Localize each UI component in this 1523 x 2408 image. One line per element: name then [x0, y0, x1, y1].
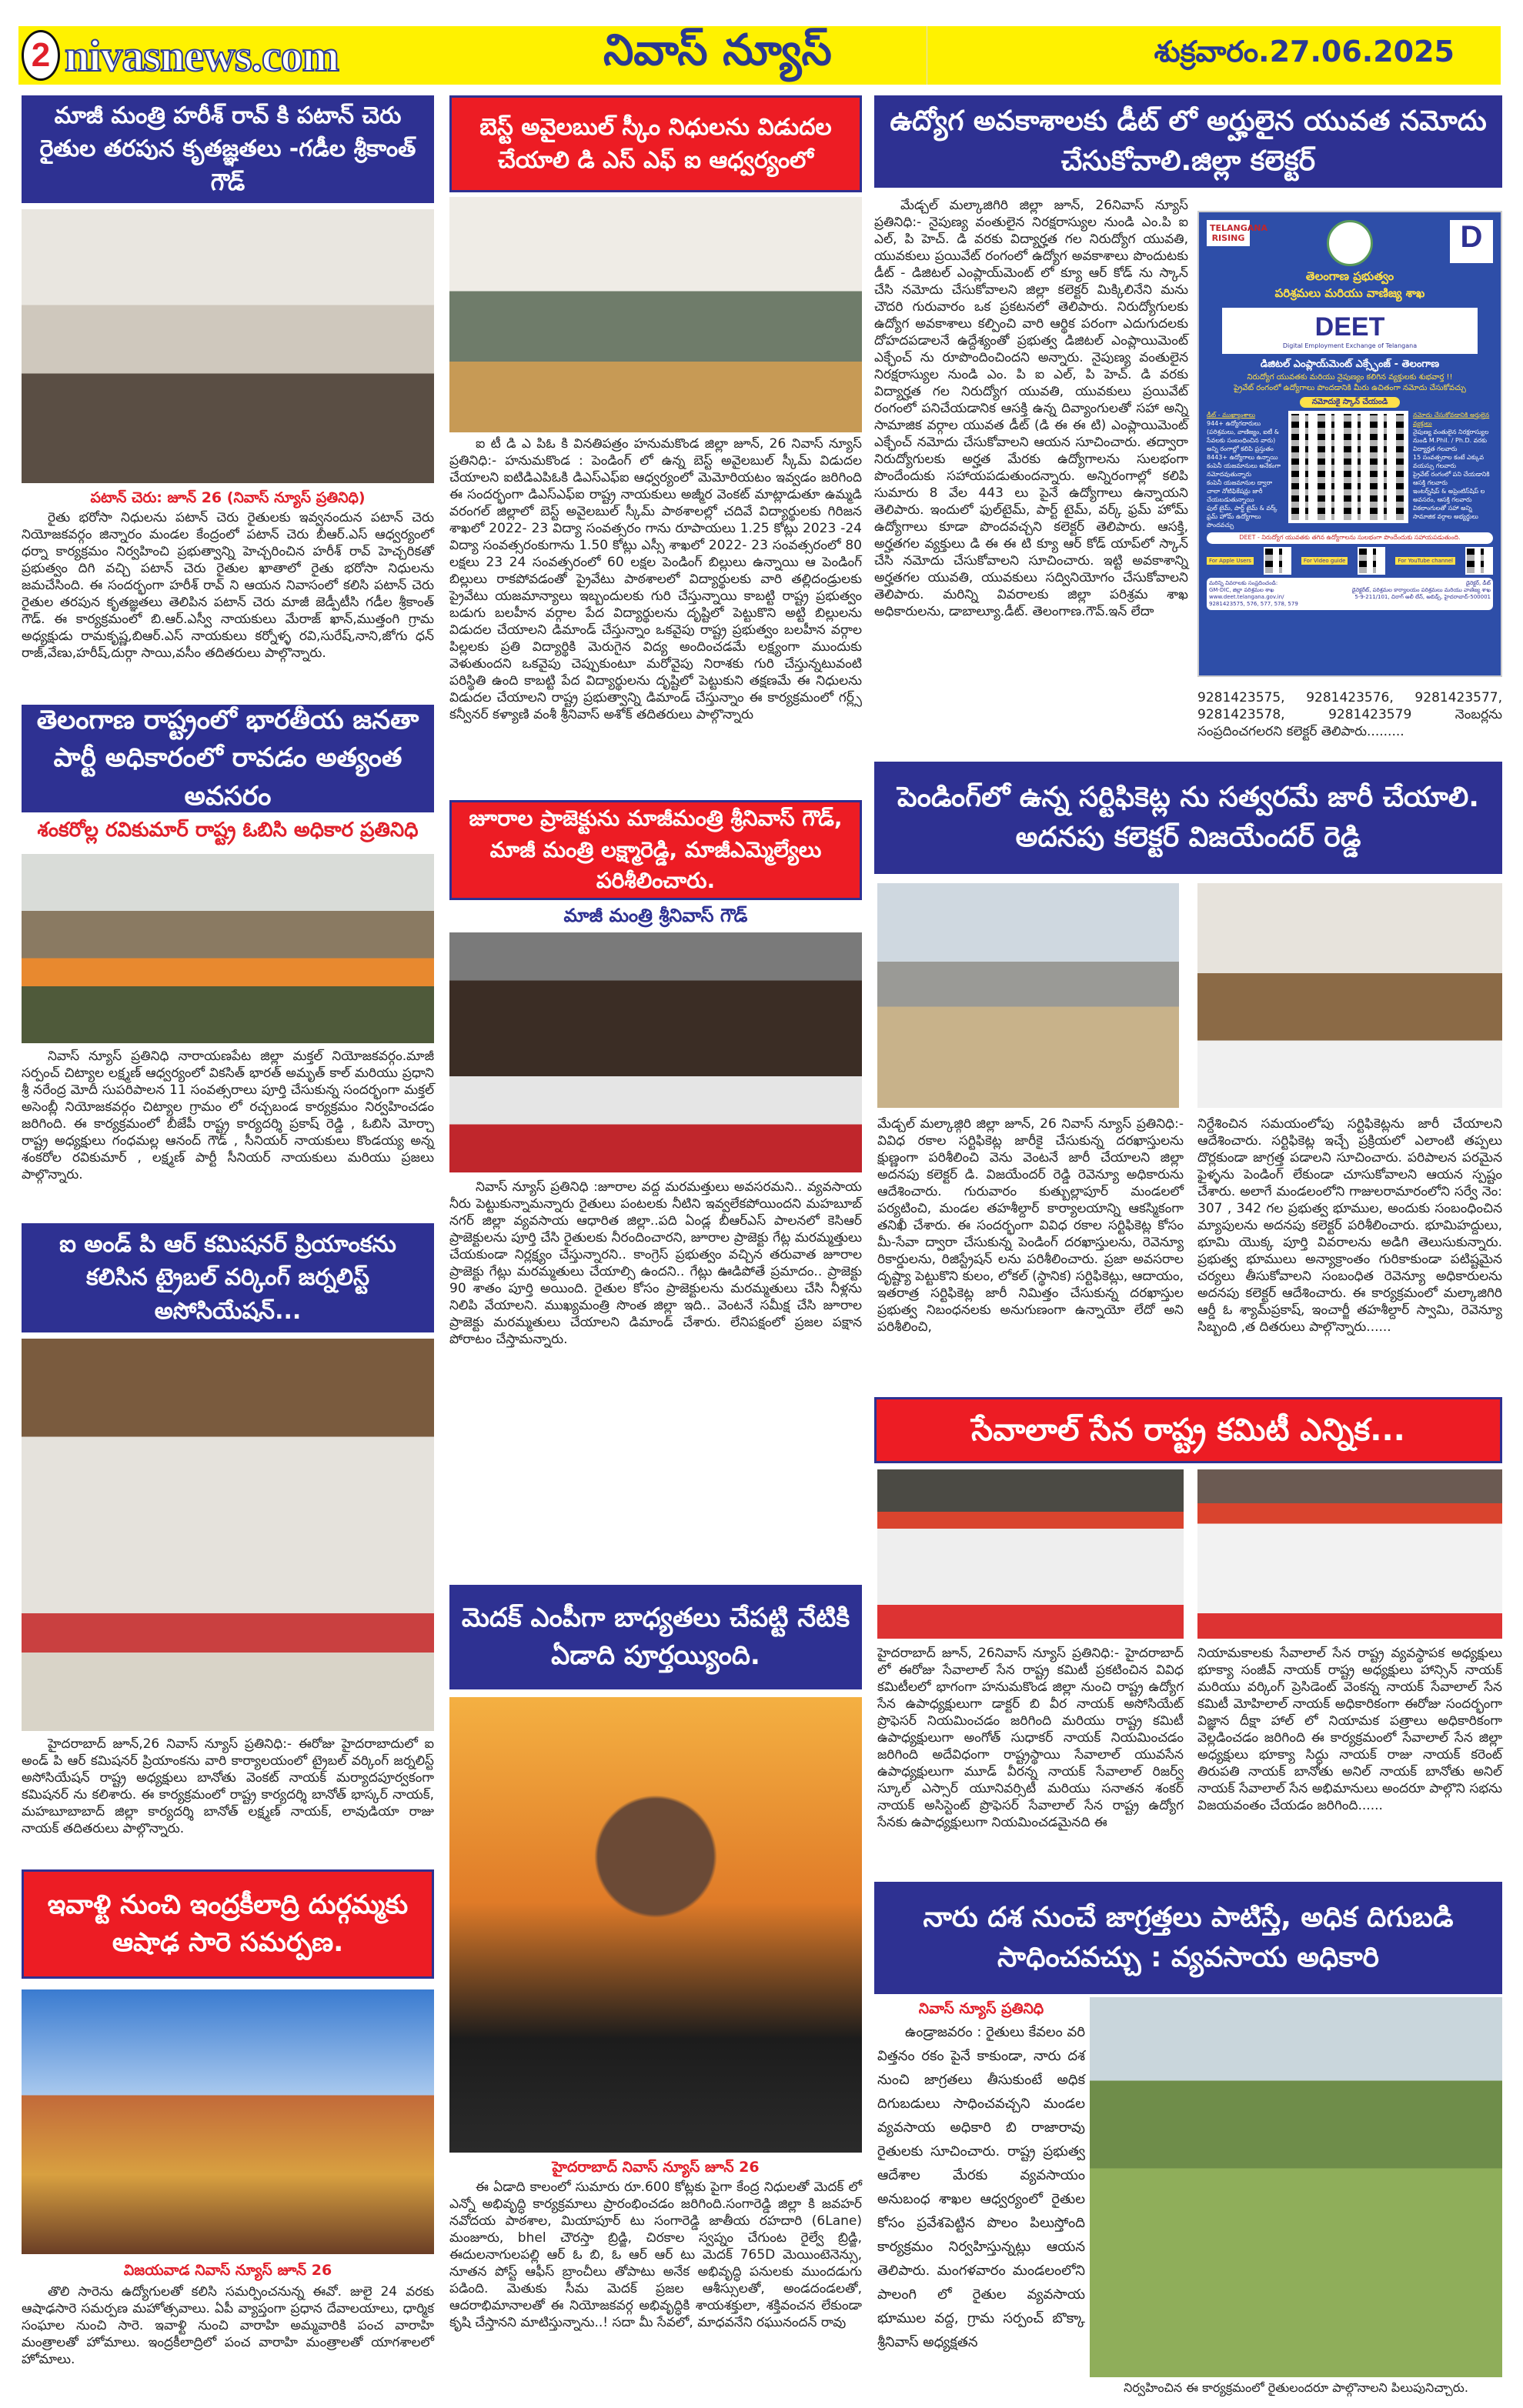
poster-contact-heading: మరిన్ని వివరాలకు సంప్రదించండి:: [1209, 580, 1278, 586]
poster-right-heading: నమోదు చేసుకోవడానికి అర్హులైన వ్యక్తులు: [1413, 412, 1490, 427]
poster-director-office: డైరెక్టరేట్, పరిశ్రమల కార్యాలయం పరిశ్రమలు మరియు వాణిజ్య శాఖ: [1351, 587, 1491, 593]
photo-ipr-commissioner: [22, 1339, 434, 1731]
poster-title: డిజిటల్ ఎంప్లాయ్‌మెంట్ ఎక్స్ఛేంజ్ - తెలంగాణ: [1260, 359, 1440, 370]
photo-caption-paddy: నిర్వహించిన ఈ కార్యక్రమంలో రైతులందరూ పాల్గొనాలని పిలుపునిచ్చారు.: [1124, 2380, 1468, 2395]
body-text: నివాస్ న్యూస్ ప్రతినిధి నారాయణపేట జిల్లా మక్తల్ నియోజకవర్గం.మాజీ సర్పంచ్ చిట్యాల లక్ష్మణ్ ఆధ్వర్యంలో వికసిత్ భారత్ అమృత్ కాల్ మరియు ప్రధాని శ్రీ నరేంద్ర మోదీ సుపరిపాలన 11 సంవత్సరాలు పూర్తి చేసుకున్న సందర్భంగా మక్తల్ అసెంబ్లీ నియోజకవర్గం చిట్యాల గ్రామం లో రచ్చబండ కార్యక్రమం నిర్వహించడం జరిగింది. ఈ కార్యక్రమంలో బీజేపీ రాష్ట్ర కార్యదర్శి ప్రకాష్ రెడ్డి , ఓబిసి మోర్చా రాష్ట్ర అధ్యక్షులు గంధమల్ల ఆనంద్ గౌడ్ , సీనియర్ నాయకులు కొండయ్య అన్న శంకరోల రవికుమార్ , లక్ష్మణ్ పార్టీ సీనియర్ నాయకులు మరియు ప్రజలు పాల్గొన్నారు.: [22, 1049, 434, 1182]
photo-bjp-plantation: [22, 854, 434, 1043]
headline-medak: మెదక్ ఎంపీగా బాధ్యతలు చేపట్టి నేటికి ఏడాది పూర్తయ్యింది.: [449, 1585, 862, 1689]
article-body-ipr: [22, 1736, 434, 1862]
newspaper-title: నివాస్ న్యూస్: [603, 25, 832, 75]
poster-director: డైరెక్టర్, డీట్: [1465, 580, 1491, 586]
poster-announce1: నిరుద్యోగ యువతకు మరియు నైపుణ్యం కలిగిన వ్యక్తులకు శుభవార్త !!: [1247, 373, 1453, 382]
article-body-best-available: [449, 435, 862, 789]
poster-contact-web[interactable]: www.deet.telangana.gov.in/: [1209, 594, 1284, 600]
poster-contact-office: GM-DIC, జిల్లా పరిశ్రమల శాఖ: [1209, 587, 1274, 593]
qr-label-youtube: For YouTube channel: [1395, 557, 1455, 565]
article-body-medak: [449, 2179, 862, 2330]
headline-deet: ఉద్యోగ అవకాశాలకు డీట్ లో అర్హులైన యువత నమోదు చేసుకోవాలి.జిల్లా కలెక్టర్: [874, 95, 1502, 188]
headline-sevalal: సేవాలాల్ సేన రాష్ట్ర కమిటీ ఎన్నిక...: [874, 1397, 1502, 1463]
photo-sevalal-group2: [1197, 1469, 1502, 1639]
deet-poster: [1197, 211, 1502, 677]
article-body-certificates-left: మేడ్చల్ మల్కాజ్గిరి జిల్లా జూన్, 26 నివాస్ న్యూస్ ప్రతినిధి:-వివిధ రకాల సర్టిఫికెట్ల జారీకై చేసుకున్న దరఖాస్తులను క్షుణ్ణంగా పరిశీలించి వెను వెంటనే జారీ చేయాలని జిల్లా అదనపు కలెక్టర్ డి. విజయేందర్ రెడ్డి రెవెన్యూ అధికారును ఆదేశించారు. గురువారం కుత్బుల్లాపూర్ మండలలో పర్యటించి, మండల తహశీల్దార్ కార్యాలయాన్ని ఆకస్మికంగా తనిఖీ చేశారు. ఈ సందర్భంగా వివిధ రకాల సర్టిఫికెట్ల కోసం మీ-సేవా ద్వారా చేసుకున్న పెండింగ్ దరఖాస్తులను, రెవెన్యూ రికార్డులను, రిజిస్ట్రేషన్ లను పరిశీలించారు. ప్రజా అవసరాల దృష్ట్యా పెట్టుకొని కులం, లోకల్ (స్థానిక) సర్టిఫికెట్లు, ఆదాయం, ఇతరాత్ర సర్టిఫికెట్ల జారీ నిమిత్తం చేసుకున్న దరఖాస్తుల ప్రభుత్వ నిబంధనలకు అనుగుణంగా ఉన్నాయో లేదో అని పరిశీలించి,: [877, 1116, 1184, 1335]
photo-office-inspection: [1197, 883, 1502, 1108]
body-text: ఈ ఏడాది కాలంలో సుమారు రూ.600 కోట్లకు పైగా కేంద్ర నిధులతో మెదక్ లో ఎన్నో అభివృద్ధి కార్యక్రమాలు ప్రారంభించడం జరిగింది.సంగారెడ్డి జిల్లా కి జవహర్ నవోదయ పాఠశాల, మియాపూర్ టు సంగారెడ్డి జాతీయ రహదారి (6Lane) మంజూరు, bhel చౌరస్తా బ్రిడ్జి, చిరకాల స్వప్నం చేగుంట రైల్వే బ్రిడ్జి, ఈదులనాగులపల్లి ఆర్ ఓ బి, ఓ ఆర్ ఆర్ టు మెదక్ 765D మెయింటెనెన్సు, నూతన పోస్ట్ ఆఫీస్ బ్రాంచీలు తోపాటు అనేక అభివృద్ధి పనులకు ముందడుగు పడింది. మెతుకు సీమ మెదక్ ప్రజల ఆశీస్సులతో, అండదండలతో, ఆదరాభిమానాలతో ఈ నియోజకవర్గ అభివృద్ధికి శాయశక్తులా, శక్తివంచన లేకుండా కృషి చేస్తానని మాటిస్తున్నాను..! సదా మీ సేవలో, మాధవనేని రఘునందన్ రావు: [449, 2180, 862, 2330]
dateline-durga: విజయవాడ నివాస్ న్యూస్ జూన్ 26: [123, 2262, 332, 2279]
poster-address: 5-9-211/101, చిరాగ్ అలీ లేన్, అబిడ్స్, హైదరాబాద్-500001: [1354, 594, 1491, 600]
dateline-medak: హైదరాబాద్ నివాస్ న్యూస్ జూన్ 26: [552, 2159, 760, 2176]
headline-certificates: పెండింగ్‌లో ఉన్న సర్టిఫికెట్ల ను సత్వరమే జారీ చేయాలి. అదనపు కలెక్టర్ విజయేందర్ రెడ్డి: [874, 762, 1502, 874]
body-text: ఉండ్రాజవరం : రైతులు కేవలం వరి విత్తనం రకం పైనే కాకుండా, నారు దశ నుంచి జాగ్రతలు తీసుకుంటే అధిక దిగుబడులు సాధించవచ్చని మండల వ్యవసాయ అధికారి బి రాజారావు రైతులకు సూచించారు. రాష్ట్ర ప్రభుత్వ ఆదేశాల మేరకు వ్యవసాయం అనుబంధ శాఖల ఆధ్వర్యంలో రైతుల కోసం ప్రవేశపెట్టిన పొలం పిలుస్తోంది కార్యక్రమం నిర్వహిస్తున్నట్లు ఆయన తెలిపారు. మంగళవారం మండలంలోని పాలంగి లో రైతుల వ్యవసాయ భూముల వద్ద, గ్రామ సర్పంచ్ బొక్కా శ్రీనివాస్ అధ్యక్షతన: [877, 2024, 1086, 2350]
body-text: హైదరాబాద్ జూన్,26 నివాస్ న్యూస్ ప్రతినిధి:- ఈరోజు హైదరాబాదులో ఐ అండ్ పి ఆర్ కమిషనర్ ప్రియాంకను వారి కార్యాలయంలో ట్రైబల్ వర్కింగ్ జర్నలిస్ట్ అసోసియేషన్ రాష్ట్ర అధ్యక్షులు బానోతు వెంకట్ నాయక్ మర్యాదపూర్వకంగా కమిషనర్ ను కలిశారు. ఈ కార్యక్రమంలో రాష్ట్ర కార్యదర్శి బానోత్ భాస్కర్ నాయక్, మహబూబాబాద్ జిల్లా కార్యదర్శి బానోత్ లక్ష్మణ్ నాయక్, లావుడియా రాజు నాయక్ తదితరులు పాల్గొన్నారు.: [22, 1736, 434, 1836]
photo-land-inspection: [877, 883, 1179, 1108]
masthead: [18, 26, 1501, 85]
body-text: ఐ టీ డి ఎ పిఓ కి వినతిపత్రం హనుమకొండ జిల్లా జూన్, 26 నివాస్ న్యూస్ ప్రతినిధి:- హనుమకొండ : పెండింగ్ లో ఉన్న బెస్ట్ అవైలబుల్ స్కీమ్ విడుదల చేయాలని ఐటిడిఎపిఓకి డిఎస్ఎఫ్ఐ ఆధ్వర్యంలో మెమోరియటం ఇవ్వడం జరిగింది ఈ సందర్భంగా డిఎస్ఎఫ్ఐ రాష్ట్ర నాయకులు అజ్మీర వెంకట్ మాట్లాడుతూ ఉమ్మడి వరంగల్ జిల్లాలో బెస్ట్ అవైలబుల్ స్కీమ్ పాఠశాలల్లో చదివే విద్యార్థులకు గిరిజన శాఖలో 2022- 23 విద్యా సంవత్సరం గాను రూపాయలు 1.25 కోట్లు 2023 -24 విద్యా సంవత్సరంకుగాను 1.50 కోట్లు ఎస్సీ శాఖలో 2022- 23 సంవత్సరంలో 80 లక్షలు 23 24 సంవత్సరంలో 60 లక్షల పెండింగ్ బిల్లులు ఉన్నాయి ఆ పెండింగ్ బిల్లులు రాకపోవడంతో ప్రైవేటు పాఠశాలలో విద్యార్థులకు వారి తల్లిదండ్రులకు ప్రైవేటు యజమాన్యాలు ఇబ్బందులకు గురి చేస్తున్నాయి కాబట్టి రాష్ట్ర ప్రభుత్వం బడుగు బలహీన వర్గాల పేద విద్యార్థులను దృష్టిలో పెట్టుకొని అట్టి బిల్లులను విడుదల చేయాలని డిమాండ్ చేస్తున్నాం ఒకవైపు రాష్ట్ర ప్రభుత్వం బలహీన వర్గాల పిల్లలకు ప్రతి విద్యార్థికి మెరుగైన విద్య అందించడమే లక్ష్యంగా ముందుకు వెళుతుందని ఒకవైపు చెప్పుకుంటూ మరోవైపు నిరాశకు గురి చేస్తున్నటువంటి పరిస్థితి ఉంది కాబట్టి పేద విద్యార్థులను దృష్టిలో పెట్టుకుని తక్షణమే ఈ నిధులను విడుదల చేయాలని రాష్ట్ర ప్రభుత్వాన్ని డిమాండ్ చేస్తున్నాం ఈ కార్యక్రమంలో గర్ల్స్ కన్వీనర్ కళ్యాణి వంశీ శ్రీనివాస్ అశోక్ తదితరులు పాల్గొన్నారు: [449, 436, 862, 722]
poster-right-point: ప్రైవేట్ రంగంలో పని చేయడానికి ఆసక్తి గలవారు: [1413, 471, 1490, 486]
poster-left-point: ఫుల్ టైమ్, పార్ట్ టైమ్ & వర్క్ ఫ్రమ్ హోమ్ ఉద్యోగాలు పొందవచ్చు: [1207, 505, 1278, 529]
poster-left-heading: డీట్ - ముఖ్యాంశాలు: [1207, 412, 1255, 419]
youtube-qr-code[interactable]: [1465, 547, 1493, 575]
poster-right-point: నైపుణ్య వంతులైన నిరక్షరాస్యుల నుండి M.Phil. / Ph.D. వరకు విద్యార్హత గలవారు: [1413, 429, 1489, 452]
article-body-deet: [874, 197, 1188, 682]
photo-medak-mp-portrait: [449, 1697, 862, 2153]
body-text: రైతు భరోసా నిధులను పటాన్ చెరు రైతులకు ఇవ్వనందున పటాన్ చెరు నియోజకవర్గం జిన్నారం మండల కేంద్రంలో పటాన్ చెరు బీఆర్.ఎస్ ఆధ్వర్యంలో ధర్నా కార్యక్రమం నిర్వహించి ప్రభుత్వాన్ని హెచ్చరించిన హరీశ్ రావ్ హెచ్చరికతో ప్రభుత్వం దిగి వచ్చి పటాన్ చెరు రైతుల ఖాతాలో రైతు భరోసా నిధులను జమచేసింది. ఈ సందర్భంగా హరీశ్ రావ్ ని ఆయన నివాసంలో కలిసి పటాన్ చెరు రైతుల తరపున కృతజ్ఞతలు తెలిపిన పటాన్ చెరు మాజీ జెడ్పీటీసి గడీల శ్రీకాంత్ గౌడ్. ఈ కార్యక్రమంలో బి.ఆర్.ఎస్వీ నాయకులు మేరాజ్ ఖాన్,ముత్తంగి గ్రామ అధ్యక్షుడు రామకృష్ణ,బిఆర్.ఎస్ నాయకులు కర్నోళ్ళ రవి,సురేష్,నాని,జోగు ధన్ రాజ్,వేణు,హరీష్,దుర్గా సాయి,వసీం తదితరులు పాల్గొన్నారు.: [22, 510, 434, 661]
dateline-paddy: నివాస్ న్యూస్ ప్రతినిధి: [918, 2000, 1044, 2017]
telangana-rising-logo: TELANGANA RISING: [1207, 220, 1250, 246]
registration-qr-code[interactable]: [1288, 411, 1408, 523]
photo-harish-meeting: [22, 209, 434, 483]
poster-left-point: 944+ ఉద్యోగదారులు (పరిశ్రమలు, వాణిజ్యం, ఐటీ & సేవలకు సంబంధించిన వారు): [1207, 420, 1280, 444]
page-number: 2: [22, 30, 60, 81]
deet-logo-icon: D: [1450, 220, 1493, 263]
headline-ipr: ఐ అండ్ పి ఆర్ కమిషనర్ ప్రియాంకను కలిసిన ట్రైబల్ వర్కింగ్ జర్నలిస్ట్ అసోసియేషన్...: [22, 1223, 434, 1332]
poster-right-point: వికలాంగులతో సహా అన్ని సామాజిక వర్గాల అభ్యర్థులు: [1413, 505, 1478, 520]
article-body-certificates-right: నిర్దేశించిన సమయంలోపు సర్టిఫికెట్లను జారీ చేయాలని ఆదేశించారు. సర్టిఫికెట్ల ఇచ్చే ప్రక్రియలో ఎలాంటి తప్పలు దొర్లకుండా జాగ్రత్త పడాలని సూచించారు. పరిపాలన పరమైన ఫైళ్ళను పెండింగ్ లేకుండా చూసుకోవాలని ఆయన స్పష్టం చేశారు. అలాగే మండలంలోని గాజులరామారంలోని సర్వే నెం: 307 , 342 గల ప్రభుత్వ భూముల, అందుకు సంబంధించిన మ్యాపులను అదనపు కలెక్టర్ పరిశీలించారు. భూమిహద్దులు, భూమి యొక్క పూర్తి వివరాలను అడిగి తెలుసుకున్నారు. ప్రభుత్వ భూములు అన్యాక్రాంతం గురికాకుండా పటిష్టమైన చర్యలు తీసుకోవాలని సంబంధిత రెవెన్యూ అధికారులను అదనపు కలెక్టర్ ఆదేశించారు. ఈ కార్యక్రమంలో మల్కాజిగిరి ఆర్డీ ఓ శ్యామ్‌ప్రకాష్, ఇంచార్జీ తహశీల్దార్ స్వామి, రెవెన్యూ సిబ్బంది ,త దితరులు పాల్గొన్నారు......: [1197, 1116, 1502, 1335]
dateline-harish: పటాన్ చెరు: జూన్ 26 (నివాస్ న్యూస్ ప్రతినిధి): [90, 489, 366, 506]
headline-bjp: తెలంగాణ రాష్ట్రంలో భారతీయ జనతా పార్టీ అధికారంలో రావడం అత్యంత అవసరం: [22, 705, 434, 812]
headline-durga: ఇవాళ్టి నుంచి ఇంద్రకీలాద్రి దుర్గమ్మకు ఆషాఢ సారె సమర్పణ.: [22, 1869, 434, 1979]
poster-brand: DEET: [1314, 312, 1385, 342]
photo-sevalal-group1: [877, 1469, 1184, 1639]
poster-left-point: అన్ని రంగాల్లో కలిపి ప్రస్తుతం 8443+ ఉద్యోగాలు ఉన్నాయి: [1207, 445, 1278, 461]
article-body-durga: [22, 2283, 434, 2399]
article-body-deet-tail: 9281423575, 9281423576, 9281423577, 9281423578, 9281423579 నెంబర్లను సంప్రదించగలరని కలెక్టర్ తెలిపారు.........: [1197, 690, 1502, 739]
headline-jurala: జూరాల ప్రాజెక్టును మాజీమంత్రి శ్రీనివాస్ గౌడ్, మాజీ మంత్రి లక్ష్మారెడ్డి, మాజీఎమ్మెల్యేలు పరిశీలించారు.: [449, 800, 862, 900]
article-body-harish: [22, 509, 434, 697]
headline-best-available: బెస్ట్ అవైలబుల్ స్కీం నిధులను విడుదల చేయాలి డి ఎస్ ఎఫ్ ఐ ఆధ్వర్యంలో: [449, 95, 862, 192]
photo-jurala-press: [449, 932, 862, 1172]
poster-dept-line1: తెలంగాణ ప్రభుత్వం: [1305, 269, 1394, 283]
headline-paddy: నారు దశ నుంచే జాగ్రత్తలు పాటిస్తే, అధిక దిగుబడి సాధించవచ్చు : వ్యవసాయ అధికారి: [874, 1882, 1502, 1994]
issue-date: శుక్రవారం.27.06.2025: [1154, 35, 1455, 68]
poster-brand-sub: Digital Employment Exchange of Telangana: [1282, 342, 1418, 349]
poster-left-point: కంపెనీ యజమానుల ద్వారా చాలా నోటిఫికేషన్లు జారీ చేయబడుతున్నాయి: [1207, 479, 1273, 503]
poster-right-point: ఇంటర్న్‌షిప్ & అప్రెంటిస్‌షిప్ ల అవసరం, ఆసక్తి గలవారు: [1413, 488, 1485, 503]
article-body-sevalal-right: నియామకాలకు సేవాలాల్ సేన రాష్ట్ర వ్యవస్థాపక అధ్యక్షులు భూక్యా సంజీవ్ నాయక్ రాష్ట్ర అధ్యక్షులు హాన్సిన్ నాయక్ మరియు వర్కింగ్ ప్రెసిడెంట్ వెంకన్న నాయక్ సేవాలాల్ సేన కమిటీ మోహిలాల్ నాయక్ అధికారికంగా ఈరోజు సందర్భంగా విజ్ఞాన దీక్షా హాల్ లో నియామక పత్రాలు అధికారికంగా వెల్లడించడం జరిగింది ఈ కార్యక్రమంలో సేవాలాల్ సేన జిల్లా అధ్యక్షులు భూక్యా సిద్ధు నాయక్ రాజు నాయక్ కరెంట్ తిరుపతి నాయక్ బానోతు అనిల్ నాయక్ బానోతు అనిల్ నాయక్ సేవాలాల్ సేన అభిమానులు అందరూ పాల్గొని సభను విజయవంతం చేయడం జరిగింది......: [1197, 1646, 1502, 1813]
body-text: తొలి సారెను ఉద్యోగులతో కలిసి సమర్పించనున్న ఈవో. జులై 24 వరకు ఆషాఢసారె సమర్పణ మహోత్సవాలు. ఏపీ వ్యాప్తంగా ప్రధాన దేవాలయాలు, ధార్మిక సంఘాల నుంచి సారె. ఇవాళ్టి నుంచి వారాహి అమ్మవారికి పంచ వారాహి మంత్రాలతో హోమాలు. ఇంద్రకీలాద్రిలో పంచ వారాహి మంత్రాలతో యాగశాలలో హోమాలు.: [22, 2284, 434, 2367]
photo-paddy-field-visit: [1090, 1997, 1502, 2377]
poster-right-point: 15 సంవత్సరాల కంటే ఎక్కువ వయస్సు గలవారు: [1413, 454, 1485, 469]
body-text: మేడ్చల్ మల్కాజిగిరి జిల్లా జూన్, 26నివాస్ న్యూస్ ప్రతినిధి:- నైపుణ్య వంతులైన నిరక్షరాస్యుల నుండి ఎం.పి ఐ ఎల్, పి హెచ్. డి వరకు విద్యార్హత గల నిరుద్యోగ యువతి, యువకులు ప్రయివేట్ రంగంలో ఉద్యోగ అవకాశాలు పొందుటకు డీట్ - డిజిటల్ ఎంప్లాయ్‌మెంట్ లో క్యూ ఆర్ కోడ్ ను స్కాన్ చేసి నమోదు చేసుకోవాలని జిల్లా కలెక్టర్ మిక్కిలినేని మను చౌదరి గురువారం ఒక ప్రకటనలో తెలిపారు. నిరుద్యోగులకు ఉద్యోగ అవకాశాలు కల్పించి వారి ఆర్థిక పరంగా ఎదుగుదలకు దోహదపడాలనే ఉద్దేశ్యంతో ప్రభుత్వ డిజిటల్ ఎంప్లాయిమెంట్ ఎక్ఛేంచ్ ను రూపొందించిందని అన్నారు. నైపుణ్య వంతులైన నిరక్షరాస్యుల నుండి ఎం. పి ఐ ఎల్, పి హెచ్. డి వరకు విద్యార్హత గల నిరుద్యోగ యువతి, యువకులు ప్రయివేట్ రంగంలో పనిచేయడానిక ఆసక్తి ఉన్న దివ్యాంగులతో సహా అన్ని సామాజిక వర్గాల యువత డీట్ (డి ఈ ఈ టి) ఎంప్లాయిమెంట్ ఎక్ఛేంచ్ నమోదు చేసుకోవాలని ఆయన సూచించారు. తద్వారా నిరుద్యోగులకు అర్హత మేరకు ఉద్యోగాలను సులభంగా పొందేందుకు సహాయపడుతుందన్నారు. అన్నిరంగాల్లో కలిపి సుమారు 8 వేల 443 లు పైనే ఉద్యోగాలు ఉన్నాయని తెలిపారు. ఇందులో ఫుల్‌టైమ్, పార్ట్ టైమ్, వర్క్ ఫ్రమ్ హోమ్ ఉద్యోగాలు కూడా పొందవచ్చని కలెక్టర్ తెలిపారు. ఆసక్తి, అర్హతగల వ్యక్తులు డి ఈ ఈ టి క్యూ ఆర్ కోడ్ యాప్‌లో స్కాన్ చేసి నమోదు చేసుకోవాలని సూచించారు. ఇట్టి అవకాశాన్ని అర్హతగల యువతి, యువకులు సద్వినియోగం చేసుకోవాలని తెలిపారు. మరిన్ని వివరాలకు జిల్లా పరిశ్రమ శాఖ అధికారులను, డాబాల్యూ.డీట్. తెలంగాణ.గౌవ్.ఇన్ లేదా: [874, 198, 1188, 619]
poster-contact-phone: 9281423575, 576, 577, 578, 579: [1209, 601, 1298, 607]
poster-announce2: ప్రైవేట్ రంగంలో ఉద్యోగాలు పొందడానికి మీరు ఉచితంగా నమోదు చేసుకోవచ్చు: [1234, 384, 1466, 392]
site-name[interactable]: nivasnews.com: [65, 30, 339, 81]
poster-scan-label: నమోదుకై స్కాన్ చేయండి: [1300, 397, 1400, 408]
video-qr-code[interactable]: [1358, 547, 1385, 575]
photo-dsfi-memorandum: [449, 197, 862, 432]
poster-left-point: కంపెనీ యజమానులు అనేకంగా నమోదవుతున్నారు: [1207, 462, 1281, 478]
article-body-bjp: [22, 1048, 434, 1191]
qr-label-video: For Video guide: [1301, 557, 1348, 565]
apple-qr-code[interactable]: [1264, 547, 1291, 575]
photo-caption-jurala: మాజీ మంత్రి శ్రీనివాస్ గౌడ్: [563, 905, 748, 926]
telangana-emblem-icon: [1327, 220, 1373, 266]
body-text: నివాస్ న్యూస్ ప్రతినిధి :జూరాల వద్ద మరమత్తులు అవసరమని.. వ్యవసాయ నీరు పెట్టుకున్నామన్నారు రైతులు పంటలకు నీటిని ఇవ్వలేకపోయిందని మహబూబ్ నగర్ జిల్లా వ్యవసాయ ఆధారిత జిల్లా..పది ఏండ్ల బీఆర్ఎస్ పాలనలో కెసిఆర్ ప్రాజెక్టులను పూర్తి చేసి రైతులకు నీరందించారని, జూరాల ప్రాజెక్టు గేట్ల మరమ్మత్తులు చేయకుండా నిర్లక్ష్యం చేస్తున్నారని.. కాంగ్రెస్ ప్రభుత్వం వచ్చిన తరువాత జూరాల ప్రాజెక్టు గేట్లు మరమ్మతులు చేయాల్సి ఉందని.. గేట్లు ఊడిపోతే ప్రమాదం.. ప్రాజెక్టు 90 శాతం పూర్తి అయింది. రైతుల కోసం ప్రాజెక్టులను మరమ్మతులు చేసి నీళ్లను నిలిపి వేయాలని. ముఖ్యమంత్రి సొంత జిల్లా ఇది.. వెంటనే సమీక్ష చేసి జూరాల ప్రాజెక్టు మరమ్మతులు చేయాలని డిమాండ్ చేశారు. లేనిపక్షంలో ప్రజల పక్షాన పోరాటం చేస్తామన్నారు.: [449, 1179, 862, 1347]
article-body-sevalal-left: హైదరాబాద్ జూన్, 26నివాస్ న్యూస్ ప్రతినిధి:- హైదరాబాద్ లో ఈరోజు సేవాలాల్ సేన రాష్ట్ర కమిటీ ప్రకటించిన వివిధ కమిటీలలో భాగంగా హనుమకొండ జిల్లా నుంచి రాష్ట్ర ఉద్యోగ సేన ఉపాధ్యక్షులుగా డాక్టర్ బి వీర నాయక్ అసోసియేట్ ప్రొఫెసర్ నియమించడం జరిగింది మరియు రాష్ట్ర కమిటీ ఉపాధ్యక్షులుగా అంగోత్ సుధాకర్ నాయక్ నియమించడం జరిగింది అదేవిధంగా రాష్ట్రస్థాయి సేవాలాల్ యువసేన ఉపాధ్యక్షులుగా మూడ్ వీరన్న నాయక్ సేవాలాల్ రిజర్వ్ స్కూల్ ఎస్సార్ యూనివర్సిటీ మరియు సనాతన శంకర్ నాయక్ అసిస్టెంట్ ప్రొఫెసర్ సేవాలాల్ సేన రాష్ట్ర ఉద్యోగ సేనకు ఉపాధ్యక్షులుగా నియమించడమైనది ఈ: [877, 1646, 1184, 1830]
photo-temple-gopuram: [22, 1989, 434, 2254]
article-body-jurala: [449, 1179, 862, 1586]
qr-label-apple: For Apple Users: [1207, 557, 1254, 565]
article-body-paddy: [877, 2020, 1085, 2390]
subheadline-bjp: శంకరోల్ల రవికుమార్ రాష్ట్ర ఓబిసి అధికార ప్రతినిధి: [37, 819, 419, 842]
poster-tagline: DEET - నిరుద్యోగ యువతకు తగిన ఉద్యోగాలను సులభంగా పొందేందుకు సహాయపడుతుంది.: [1207, 532, 1493, 544]
headline-harish: మాజీ మంత్రి హరీశ్ రావ్ కి పటాన్ చెరు రైతుల తరపున కృతజ్ఞతలు -గడీల శ్రీకాంత్ గౌడ్: [22, 95, 434, 203]
poster-dept-line2: పరిశ్రమలు మరియు వాణిజ్య శాఖ: [1274, 286, 1425, 300]
